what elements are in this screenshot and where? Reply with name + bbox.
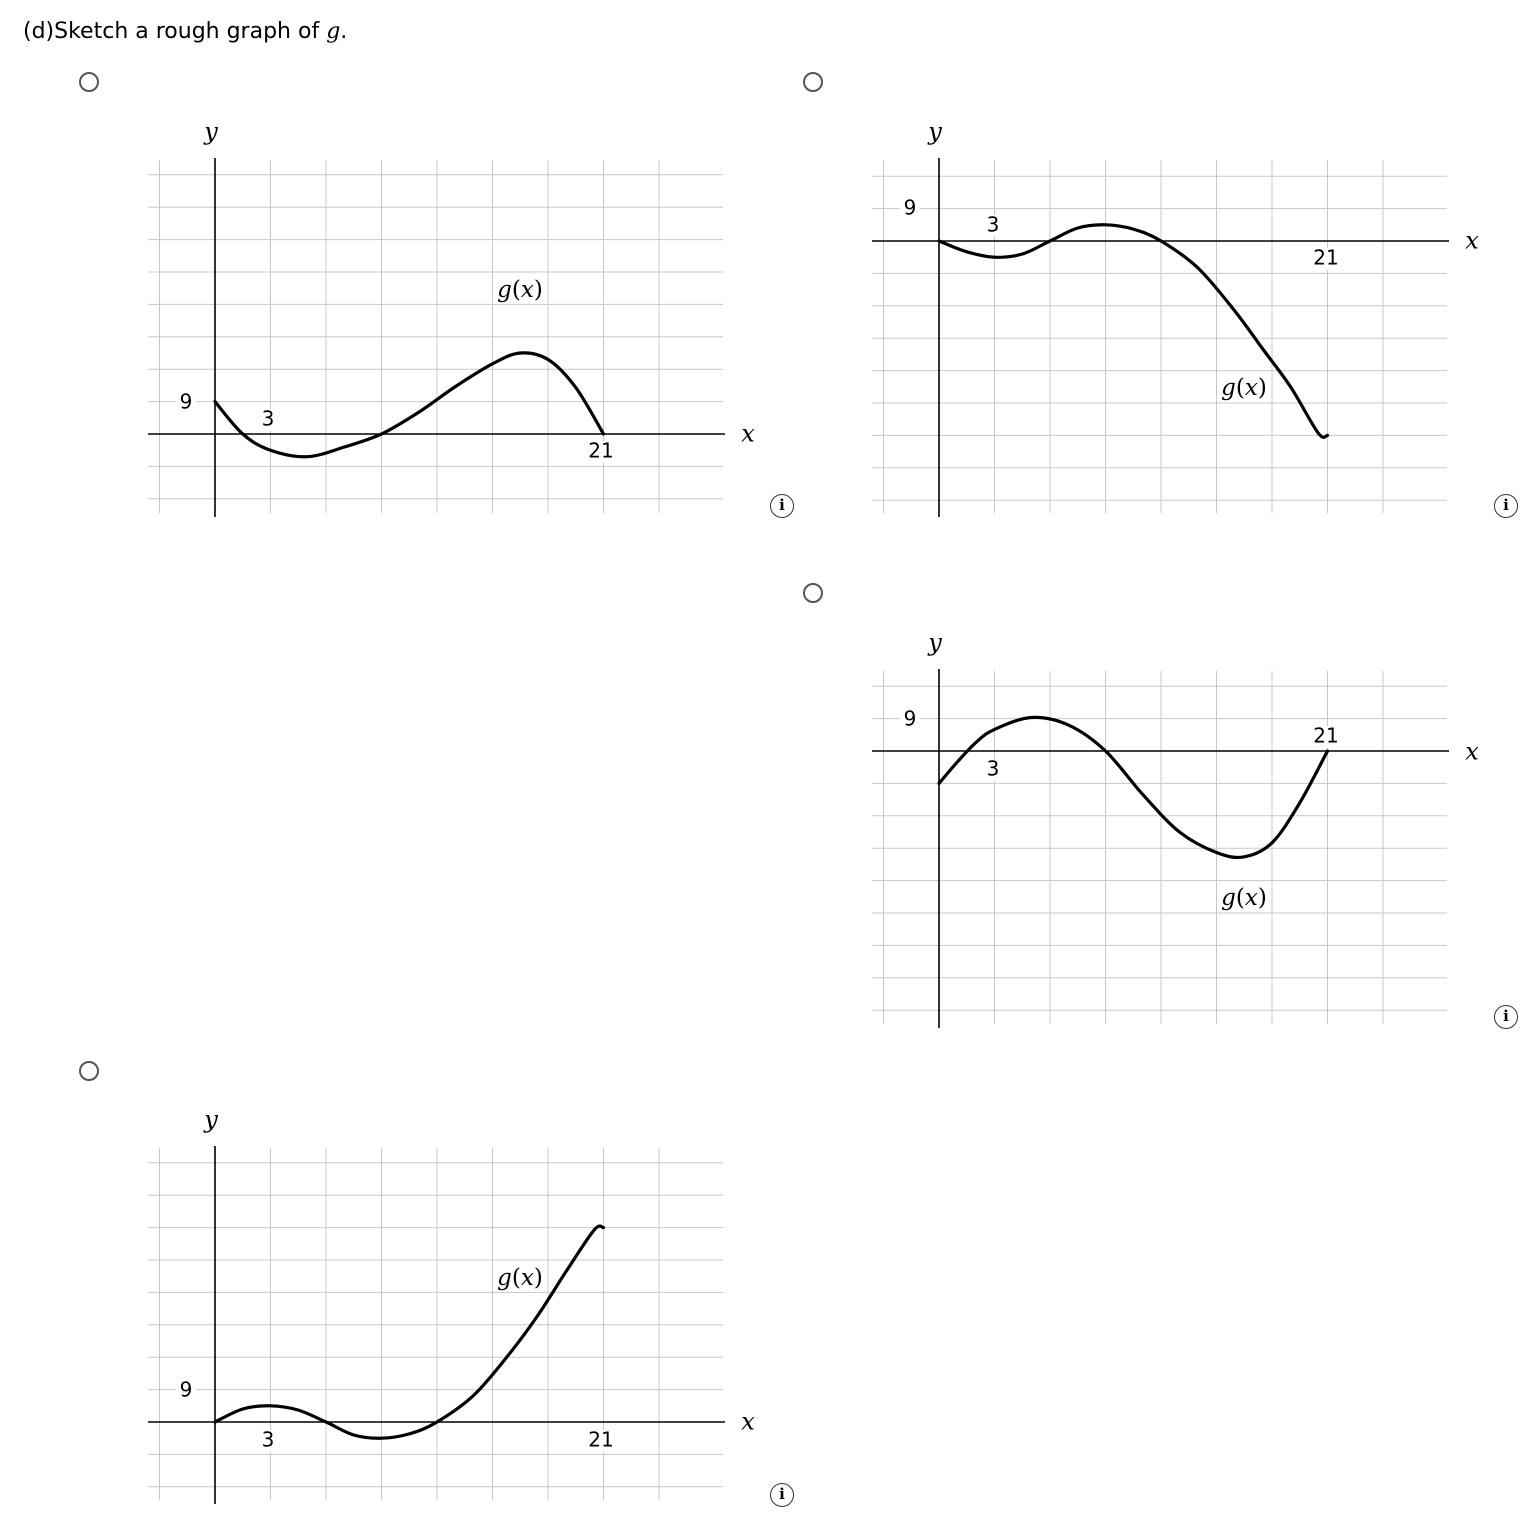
- y-axis-label: y: [204, 117, 218, 146]
- x-end-label-21: 21: [588, 438, 614, 463]
- y-tick-label-9: 9: [903, 195, 917, 220]
- x-tick-label-3: 3: [261, 406, 275, 431]
- option-3-graph: [872, 622, 1497, 1042]
- option-1-info-icon[interactable]: i: [770, 494, 794, 518]
- y-axis-label: y: [204, 1105, 218, 1134]
- curve-label: g(x): [1221, 885, 1267, 911]
- gridlines: [148, 160, 723, 513]
- gridlines: [872, 671, 1447, 1024]
- x-end-label-21: 21: [588, 1427, 614, 1452]
- x-end-label-21: 21: [1313, 245, 1339, 270]
- x-tick-label-3: 3: [986, 212, 1000, 237]
- y-tick-label-9: 9: [903, 706, 917, 731]
- option-1-radio[interactable]: [79, 72, 99, 92]
- option-2-info-icon[interactable]: i: [1494, 494, 1518, 518]
- option-4-radio[interactable]: [79, 1061, 99, 1081]
- x-axis-label: x: [1465, 737, 1479, 766]
- curve-g: [939, 717, 1328, 857]
- option-4-info-icon[interactable]: i: [770, 1483, 794, 1507]
- x-axis-label: x: [741, 419, 755, 448]
- y-axis-label: y: [928, 117, 942, 146]
- gridlines: [148, 1148, 723, 1500]
- option-2-graph: [872, 110, 1497, 530]
- curve-g: [939, 225, 1328, 438]
- curve-label: g(x): [497, 1265, 543, 1291]
- x-tick-label-3: 3: [261, 1427, 275, 1452]
- x-axis-label: x: [1465, 226, 1479, 255]
- curve-label: g(x): [1221, 375, 1267, 401]
- question-function: g: [326, 19, 341, 44]
- curve-label: g(x): [497, 277, 543, 303]
- option-4-graph: [148, 1100, 773, 1520]
- option-1-graph: [148, 110, 773, 530]
- x-end-label-21: 21: [1313, 723, 1339, 748]
- question-period: .: [340, 19, 348, 44]
- option-2-radio[interactable]: [803, 72, 823, 92]
- option-3-radio[interactable]: [803, 583, 823, 603]
- option-3-info-icon[interactable]: i: [1494, 1005, 1518, 1029]
- curve-g: [215, 353, 604, 457]
- y-tick-label-9: 9: [179, 1377, 193, 1402]
- y-axis-label: y: [928, 628, 942, 657]
- question-part: (d): [23, 19, 55, 44]
- x-tick-label-3: 3: [986, 756, 1000, 781]
- x-axis-label: x: [741, 1407, 755, 1436]
- curve-g: [215, 1226, 604, 1438]
- gridlines: [872, 160, 1447, 513]
- question-prompt: Sketch a rough graph of: [54, 19, 320, 44]
- question-text: [23, 19, 347, 44]
- y-tick-label-9: 9: [179, 389, 193, 414]
